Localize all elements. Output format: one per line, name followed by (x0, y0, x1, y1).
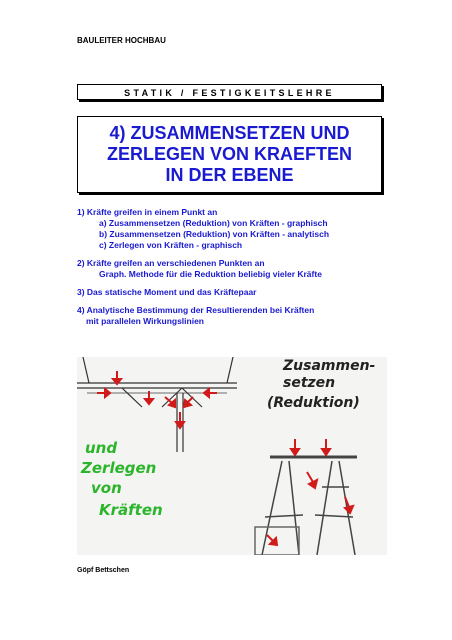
note-und: und (85, 439, 118, 457)
illustration-drawing (77, 357, 387, 555)
toc-item-1a: a) Zusammensetzen (Reduktion) von Kräften - graphisch (99, 218, 328, 228)
toc-section-3 (77, 287, 329, 298)
toc-heading-4: 4) Analytische Bestimmung der Resultierenden bei Kräften (77, 305, 315, 315)
toc-heading-3: 3) Das statische Moment und das Kräftepaar (77, 287, 257, 297)
truss-force-arrows (97, 371, 217, 428)
subject-banner: STATIK / FESTIGKEITSLEHRE (77, 84, 382, 100)
title-line-1: 4) ZUSAMMENSETZEN UND (109, 123, 350, 143)
note-von: von (91, 479, 122, 497)
author-footer: Göpf Bettschen (77, 567, 130, 574)
toc-heading-1: 1) Kräfte greifen in einem Punkt an (77, 207, 218, 217)
note-kraeften: Kräften (99, 501, 163, 519)
toc-section-2 (77, 258, 329, 280)
title-line-2: ZERLEGEN VON KRAEFTEN (106, 144, 352, 164)
scaffold-force-arrows (267, 439, 353, 545)
toc-item-4-sub: mit parallelen Wirkungslinien (86, 316, 205, 326)
truss-sketch (77, 357, 237, 452)
running-header: BAULEITER HOCHBAU (77, 36, 166, 45)
note-zusammensetzen-1: Zusammen- (283, 358, 376, 374)
scaffold-sketch (255, 457, 357, 555)
toc-section-4 (77, 305, 329, 327)
title-line-3: IN DER EBENE (165, 165, 294, 185)
note-zerlegen: Zerlegen (81, 459, 157, 477)
chapter-title-box (77, 116, 382, 193)
toc-item-1b: b) Zusammensetzen (Reduktion) von Kräften - analytisch (99, 229, 330, 239)
note-reduktion: (Reduktion) (267, 395, 360, 411)
toc-item-1c: c) Zerlegen von Kräften - graphisch (99, 240, 243, 250)
table-of-contents (77, 207, 329, 334)
note-zusammensetzen-2: setzen (283, 375, 336, 391)
toc-heading-2: 2) Kräfte greifen an verschiedenen Punkten an (77, 258, 265, 268)
toc-item-2-sub: Graph. Methode für die Reduktion beliebig vieler Kräfte (99, 269, 322, 279)
illustration-photo (77, 357, 387, 555)
toc-section-1 (77, 207, 329, 251)
